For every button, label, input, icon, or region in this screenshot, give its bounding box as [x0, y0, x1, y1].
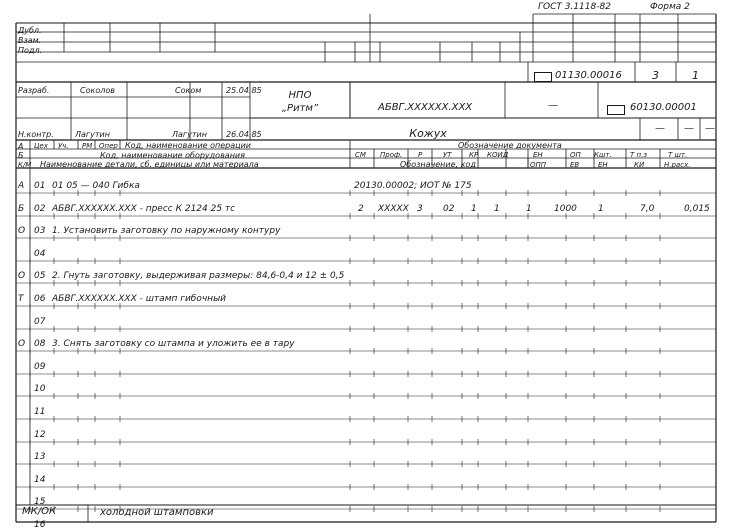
podl-label: Подл. [18, 46, 43, 55]
row-ut: 02 [443, 204, 455, 214]
row-number: 16 [34, 520, 46, 530]
hdr-koid: КОИД [487, 151, 509, 159]
row-number: 13 [34, 452, 46, 462]
row-number: 08 [34, 339, 46, 349]
row-text: 2. Гнуть заготовку, выдерживая размеры: 84,6-0,4 и 12 ± 0,5 [52, 271, 345, 281]
hdr-a: А [18, 142, 24, 151]
row-number: 03 [34, 226, 46, 236]
hdr-tpz: Т п.з [630, 151, 648, 159]
hdr-en2: ЕН [598, 161, 608, 169]
hdr-ut: УТ [443, 151, 452, 159]
hdr-kshk: Кшт. [594, 151, 612, 159]
hdr-rm: РМ [82, 142, 93, 150]
developer-date: 25.04.85 [226, 86, 262, 95]
org-line2: „Ритм” [281, 103, 319, 114]
row-sm: 2 [358, 204, 364, 214]
vzam-label: Взам. [18, 36, 42, 45]
row-prof: XXXXX [378, 204, 409, 214]
row-text: 01 05 — 040 Гибка [52, 181, 140, 191]
row-number: 01 [34, 181, 46, 191]
row-number: 09 [34, 362, 46, 372]
row-tsht: 0,015 [684, 204, 710, 214]
row-number: 07 [34, 317, 46, 327]
hdr-sm: СМ [355, 151, 366, 159]
org-code: 60130.00001 [630, 102, 697, 113]
row-number: 15 [34, 497, 46, 507]
row-number: 10 [34, 384, 46, 394]
hdr-kr: КР [469, 151, 479, 159]
doc-code-box [534, 72, 552, 82]
developer-name: Соколов [80, 86, 115, 95]
hdr-oper: Опер [99, 142, 118, 150]
row-text: АБВГ.XXXXXX.XXX - штамп гибочный [52, 294, 227, 304]
row-text: АБВГ.XXXXXX.XXX - пресс К 2124 25 тс [52, 204, 236, 214]
row-prefix: О [18, 339, 26, 349]
row-op: 1000 [554, 204, 577, 214]
hdr-ev: ЕВ [570, 161, 580, 169]
row-kshk: 1 [598, 204, 604, 214]
control-role: Н.контр. [18, 130, 54, 139]
part-name: Кожух [409, 127, 447, 140]
control-signature: Лагутин [172, 130, 207, 139]
hdr-r: Р [418, 151, 423, 159]
right-dash-3: — [705, 123, 715, 134]
row-number: 02 [34, 204, 46, 214]
row-number: 11 [34, 407, 46, 417]
hdr-b: Б [18, 151, 24, 160]
control-date: 26.04.85 [226, 130, 262, 139]
doc-code: 01130.00016 [555, 70, 622, 81]
hdr-ki: КИ [634, 161, 645, 169]
sheet-count: 3 [652, 69, 659, 82]
hdr-km: К/М [18, 161, 32, 169]
developer-role: Разраб. [18, 86, 50, 95]
right-dash-2: — [684, 123, 694, 134]
hdr-tsht: Т шт. [668, 151, 688, 159]
hdr-oboz: Обозначение, код [400, 160, 476, 169]
row-koid: 1 [494, 204, 500, 214]
row-number: 12 [34, 430, 46, 440]
control-name: Лагутин [75, 130, 110, 139]
hdr-en: ЕН [533, 151, 543, 159]
hdr-nrash: Н.расх. [664, 161, 691, 169]
hdr-detail: Наименование детали, сб. единицы или материала [40, 160, 259, 169]
designation-dash: — [548, 100, 558, 111]
row-prefix: Т [18, 294, 24, 304]
row-tpz: 7,0 [640, 204, 655, 214]
row-number: 05 [34, 271, 46, 281]
right-dash-1: — [655, 123, 665, 134]
hdr-code-op: Код, наименование операции [125, 141, 251, 150]
hdr-op: ОП [570, 151, 581, 159]
row-document: 20130.00002; ИОТ № 175 [354, 181, 472, 191]
row-prefix: Б [18, 204, 25, 214]
row-prefix: О [18, 226, 26, 236]
row-kr: 1 [471, 204, 477, 214]
row-text: 1. Установить заготовку по наружному контуру [52, 226, 281, 236]
row-text: 3. Снять заготовку со штампа и уложить ее в тару [52, 339, 295, 349]
org-line1: НПО [288, 90, 312, 101]
footer-code: МК/ОК [22, 506, 57, 517]
row-prefix: А [18, 181, 25, 191]
row-number: 14 [34, 475, 46, 485]
hdr-opp: ОПП [530, 161, 547, 169]
row-number: 04 [34, 249, 46, 259]
footer-text: холодной штамповки [100, 507, 214, 518]
dubl-label: Дубл. [18, 26, 42, 35]
hdr-ceh: Цех [34, 142, 48, 150]
row-prefix: О [18, 271, 26, 281]
sheet-number: 1 [692, 69, 699, 82]
hdr-docs: Обозначение документа [458, 141, 562, 150]
hdr-uch: Уч. [58, 142, 69, 150]
developer-signature: Соком [175, 86, 202, 95]
hdr-equip: Код, наименование оборудования [100, 151, 245, 160]
row-number: 06 [34, 294, 46, 304]
part-designation: АБВГ.XXXXXX.XXX [378, 102, 473, 113]
form-label: Форма 2 [650, 2, 690, 12]
hdr-prof: Проф. [380, 151, 403, 159]
row-en: 1 [526, 204, 532, 214]
standard-label: ГОСТ 3.1118-82 [538, 2, 611, 12]
row-r: 3 [417, 204, 423, 214]
org-code-box [607, 105, 625, 115]
